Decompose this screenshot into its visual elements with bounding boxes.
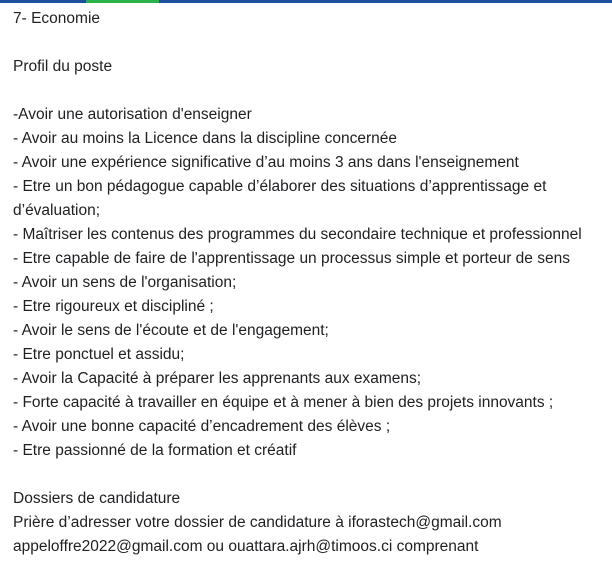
spacer bbox=[13, 79, 611, 103]
profile-line: - Etre passionné de la formation et créatif bbox=[13, 442, 297, 459]
profile-line: - Avoir la Capacité à préparer les apprenants aux examens; bbox=[13, 370, 422, 387]
profile-line: - Etre un bon pédagogue capable d’élaborer des situations d’apprentissage et bbox=[13, 178, 547, 195]
application-line: appeloffre2022@gmail.com ou ouattara.ajrh@timoos.ci comprenant bbox=[13, 538, 479, 555]
profile-line: - Avoir une expérience significative d’au moins 3 ans dans l'enseignement bbox=[13, 154, 519, 171]
section-title: 7- Economie bbox=[13, 10, 101, 27]
top-progress-accent bbox=[86, 0, 159, 3]
profile-line: - Maîtriser les contenus des programmes du secondaire technique et professionnel bbox=[13, 226, 582, 243]
spacer bbox=[13, 463, 611, 487]
profile-line: - Etre rigoureux et discipliné ; bbox=[13, 298, 214, 315]
profile-line: - Etre capable de faire de l'apprentissage un processus simple et porteur de sens bbox=[13, 250, 570, 267]
profile-line: - Avoir le sens de l'écoute et de l'engagement; bbox=[13, 322, 329, 339]
profile-line: -Avoir une autorisation d'enseigner bbox=[13, 106, 252, 123]
profile-heading: Profil du poste bbox=[13, 58, 113, 75]
application-heading: Dossiers de candidature bbox=[13, 490, 181, 507]
document-body bbox=[13, 7, 611, 559]
profile-line: - Avoir un sens de l'organisation; bbox=[13, 274, 237, 291]
profile-line: - Etre ponctuel et assidu; bbox=[13, 346, 185, 363]
application-line: Prière d’adresser votre dossier de candidature à iforastech@gmail.com bbox=[13, 514, 502, 531]
profile-line: - Avoir au moins la Licence dans la discipline concernée bbox=[13, 130, 397, 147]
profile-line: - Avoir une bonne capacité d’encadrement des élèves ; bbox=[13, 418, 391, 435]
profile-line: d’évaluation; bbox=[13, 202, 101, 219]
spacer bbox=[13, 31, 611, 55]
profile-line: - Forte capacité à travailler en équipe et à mener à bien des projets innovants ; bbox=[13, 394, 554, 411]
